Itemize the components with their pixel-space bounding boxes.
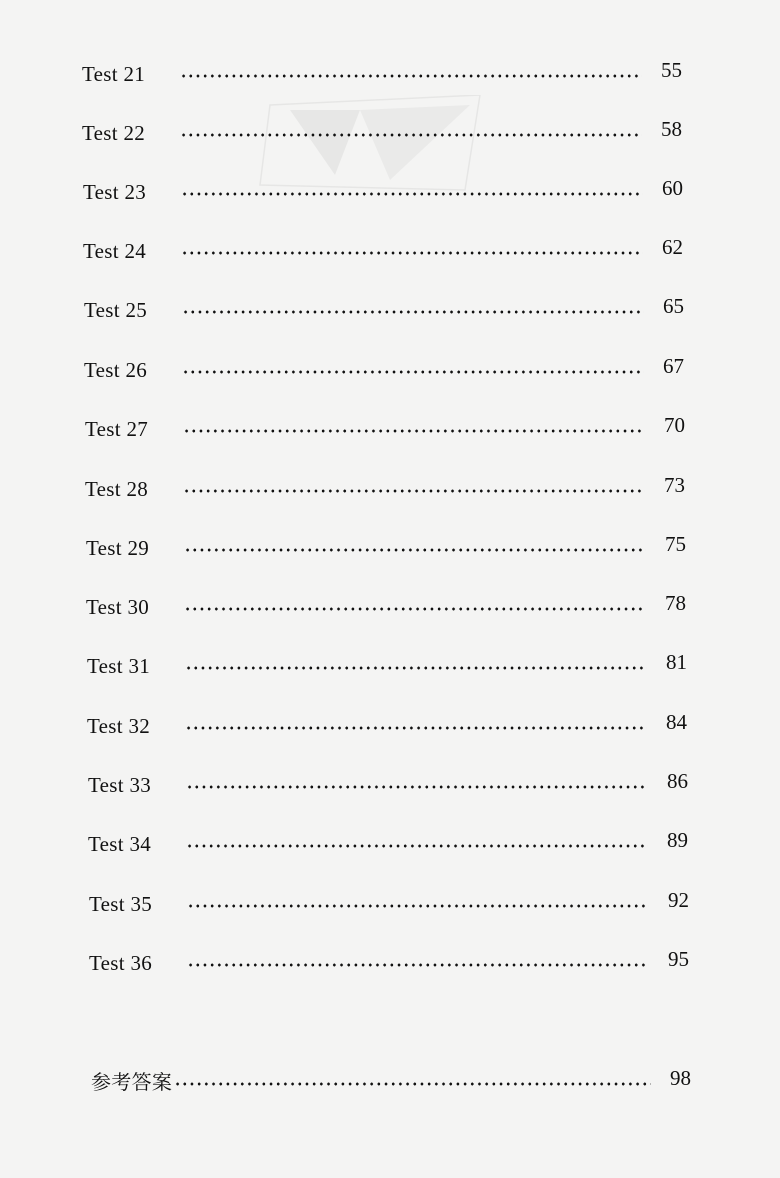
toc-entry-page-number: 73: [664, 473, 685, 497]
toc-entry-answer-key[interactable]: [91, 1064, 691, 1094]
dot-leader: [180, 73, 642, 79]
toc-entry-page-number: 84: [666, 710, 687, 734]
dot-leader: [184, 606, 646, 612]
dot-leader: [181, 191, 643, 197]
toc-entry-test-32[interactable]: [87, 708, 687, 738]
toc-entry-page-number: 62: [662, 235, 683, 259]
toc-entry-test-30[interactable]: [86, 589, 686, 619]
dot-leader: [183, 488, 645, 494]
dot-leader: [174, 1081, 651, 1087]
toc-entry-test-24[interactable]: [83, 233, 683, 263]
toc-entry-page-number: 98: [670, 1066, 691, 1090]
toc-entry-label: 参考答案: [91, 1070, 173, 1094]
toc-entry-page-number: 81: [666, 650, 687, 674]
toc-entry-test-25[interactable]: [84, 292, 684, 322]
toc-entry-test-22[interactable]: [82, 115, 682, 145]
toc-entry-label: Test 28: [85, 477, 149, 501]
toc-entry-test-31[interactable]: [87, 648, 687, 678]
toc-entry-test-26[interactable]: [84, 352, 684, 382]
dot-leader: [187, 903, 649, 909]
toc-entry-test-34[interactable]: [88, 826, 688, 856]
dot-leader: [186, 784, 648, 790]
toc-entry-label: Test 26: [84, 358, 148, 382]
toc-entry-label: Test 29: [86, 536, 150, 560]
toc-entry-label: Test 30: [86, 595, 150, 619]
dot-leader: [182, 309, 644, 315]
toc-entry-label: Test 34: [88, 832, 152, 856]
toc-entry-label: Test 36: [89, 951, 153, 975]
toc-entry-test-29[interactable]: [86, 530, 686, 560]
toc-entry-page-number: 78: [665, 591, 686, 615]
toc-entry-page-number: 75: [665, 532, 686, 556]
toc-entry-label: Test 24: [83, 239, 147, 263]
dot-leader: [186, 843, 648, 849]
toc-entry-test-23[interactable]: [83, 174, 683, 204]
dot-leader: [185, 725, 647, 731]
dot-leader: [187, 962, 649, 968]
dot-leader: [182, 369, 644, 375]
toc-entry-test-28[interactable]: [85, 471, 685, 501]
toc-entry-page-number: 60: [662, 176, 683, 200]
toc-entry-label: Test 23: [83, 180, 147, 204]
toc-entry-test-21[interactable]: [82, 56, 682, 86]
dot-leader: [184, 547, 646, 553]
toc-entry-label: Test 31: [87, 654, 151, 678]
toc-entry-page-number: 89: [667, 828, 688, 852]
toc-entry-page-number: 58: [661, 117, 682, 141]
toc-entry-label: Test 35: [89, 892, 153, 916]
dot-leader: [181, 250, 643, 256]
dot-leader: [183, 428, 645, 434]
toc-entry-page-number: 70: [664, 413, 685, 437]
toc-entry-page-number: 65: [663, 294, 684, 318]
toc-entry-page-number: 92: [668, 888, 689, 912]
toc-entry-label: Test 25: [84, 298, 148, 322]
toc-entry-test-36[interactable]: [89, 945, 689, 975]
toc-entry-test-27[interactable]: [85, 411, 685, 441]
toc-entry-page-number: 95: [668, 947, 689, 971]
toc-entry-test-33[interactable]: [88, 767, 688, 797]
toc-entry-page-number: 55: [661, 58, 682, 82]
toc-entry-label: Test 33: [88, 773, 152, 797]
toc-entry-label: Test 32: [87, 714, 151, 738]
toc-entry-label: Test 21: [82, 62, 146, 86]
toc-entry-page-number: 86: [667, 769, 688, 793]
toc-entry-label: Test 22: [82, 121, 146, 145]
dot-leader: [180, 132, 642, 138]
toc-entry-label: Test 27: [85, 417, 149, 441]
toc-entry-test-35[interactable]: [89, 886, 689, 916]
dot-leader: [185, 665, 647, 671]
toc-entry-page-number: 67: [663, 354, 684, 378]
